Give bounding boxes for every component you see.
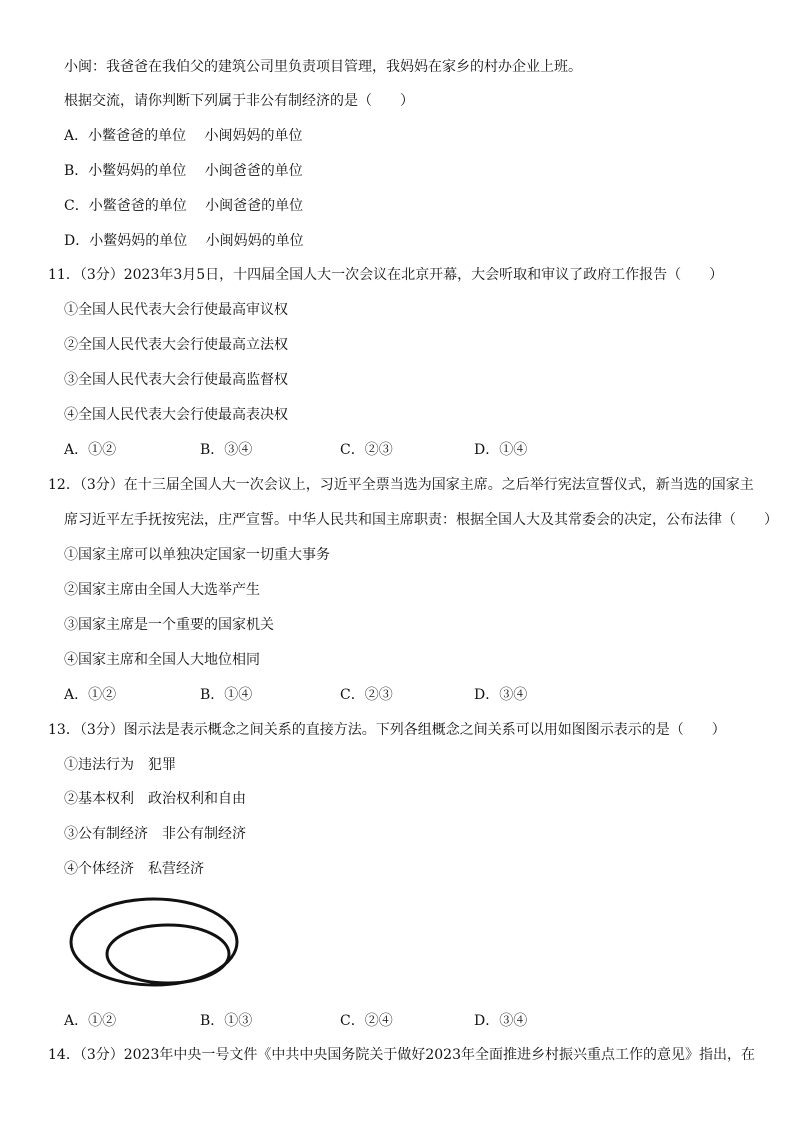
- q10-option-d: D．小鳖妈妈的单位 小闽妈妈的单位: [64, 233, 304, 249]
- inner-ellipse: [107, 925, 229, 983]
- q12-choice-a: A．①②: [64, 687, 117, 703]
- q12-stem-line2: 席习近平左手抚按宪法，庄严宣誓。中华人民共和国主席职责：根据全国人大及其常委会的决定，公布法律（ ）: [64, 512, 778, 528]
- q10-stem: 根据交流，请你判断下列属于非公有制经济的是（ ）: [64, 93, 414, 109]
- q11-stem: 11．（3分）2023年3月5日，十四届全国人大一次会议在北京开幕，大会听取和审议了政府工作报告（ ）: [48, 267, 724, 283]
- q13-item-4: ④个体经济 私营经济: [64, 861, 204, 877]
- q10-option-c: C．小鳖爸爸的单位 小闽爸爸的单位: [64, 198, 304, 214]
- q10-intro: 小闽：我爸爸在我伯父的建筑公司里负责项目管理，我妈妈在家乡的村办企业上班。: [64, 59, 582, 75]
- q13-item-2: ②基本权利 政治权利和自由: [64, 791, 246, 807]
- q12-item-1: ①国家主席可以单独决定国家一切重大事务: [64, 547, 330, 563]
- q13-item-3: ③公有制经济 非公有制经济: [64, 826, 246, 842]
- nested-ellipses-diagram: [64, 892, 244, 1002]
- q11-item-1: ①全国人民代表大会行使最高审议权: [64, 302, 288, 318]
- q13-stem: 13．（3分）图示法是表示概念之间关系的直接方法。下列各组概念之间关系可以用如图图示表示的是（ ）: [48, 722, 726, 738]
- q11-item-2: ②全国人民代表大会行使最高立法权: [64, 337, 288, 353]
- q12-item-3: ③国家主席是一个重要的国家机关: [64, 617, 274, 633]
- q13-choice-d: D．③④: [474, 1013, 528, 1029]
- q12-item-4: ④国家主席和全国人大地位相同: [64, 652, 260, 668]
- q12-choice-b: B．①④: [200, 687, 253, 703]
- q13-choice-a: A．①②: [64, 1013, 117, 1029]
- q11-choice-b: B．③④: [200, 442, 253, 458]
- q11-choice-c: C．②③: [340, 442, 393, 458]
- q12-choice-c: C．②③: [340, 687, 393, 703]
- q13-item-1: ①违法行为 犯罪: [64, 757, 176, 773]
- q11-choice-a: A．①②: [64, 442, 117, 458]
- outer-ellipse: [71, 899, 237, 985]
- q10-option-a: A．小鳖爸爸的单位 小闽妈妈的单位: [64, 128, 303, 144]
- q10-option-b: B．小鳖妈妈的单位 小闽爸爸的单位: [64, 163, 303, 179]
- q14-stem: 14．（3分）2023年中央一号文件《中共中央国务院关于做好2023年全面推进乡村振兴重点工作的意见》指出，在: [48, 1047, 755, 1063]
- q11-choice-d: D．①④: [474, 442, 528, 458]
- q13-choice-b: B．①③: [200, 1013, 253, 1029]
- q11-item-3: ③全国人民代表大会行使最高监督权: [64, 372, 288, 388]
- q13-choice-c: C．②④: [340, 1013, 393, 1029]
- q12-choice-d: D．③④: [474, 687, 528, 703]
- q12-stem-line1: 12．（3分）在十三届全国人大一次会议上，习近平全票当选为国家主席。之后举行宪法宣誓仪式，新当选的国家主: [48, 477, 754, 493]
- q12-item-2: ②国家主席由全国人大选举产生: [64, 582, 260, 598]
- q11-item-4: ④全国人民代表大会行使最高表决权: [64, 407, 288, 423]
